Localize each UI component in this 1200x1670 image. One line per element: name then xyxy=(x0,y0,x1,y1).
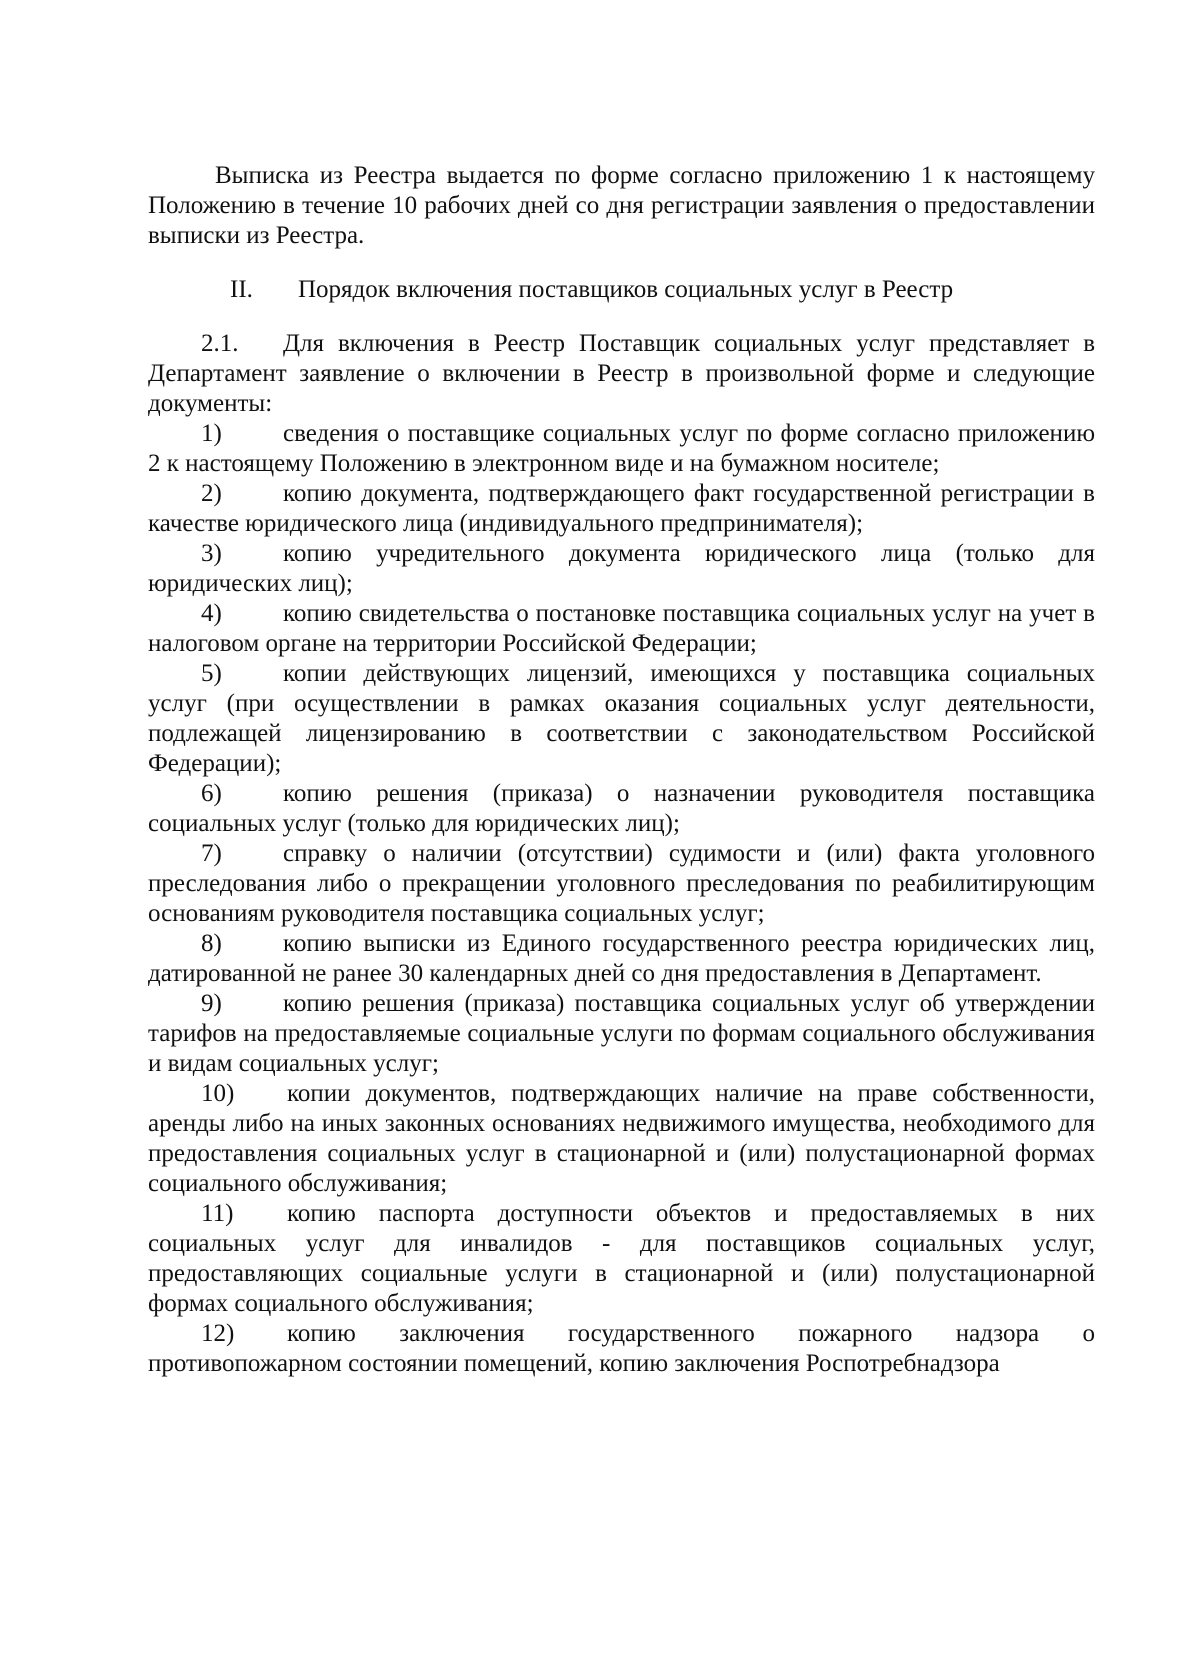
list-item xyxy=(148,659,1095,779)
list-item-number: 10) xyxy=(201,1080,235,1107)
clause-2-1 xyxy=(148,329,1095,419)
list-item-number: 1) xyxy=(201,420,222,447)
list-item-text: копию свидетельства о постановке поставщика социальных услуг на учет в налоговом органе на территории Российской Федерации; xyxy=(148,600,1095,657)
list-item-text: копию документа, подтверждающего факт государственной регистрации в качестве юридического лица (индивидуального предпринимателя); xyxy=(148,480,1095,537)
list-item xyxy=(148,839,1095,929)
list-item-number: 12) xyxy=(201,1320,235,1347)
list-item-number: 7) xyxy=(201,840,222,867)
section-title: Порядок включения поставщиков социальных услуг в Реестр xyxy=(298,276,954,303)
intro-paragraph: Выписка из Реестра выдается по форме согласно приложению 1 к настоящему Положению в течение 10 рабочих дней со дня регистрации заявления о предоставлении выписки из Реестра. xyxy=(148,162,1095,249)
list-item-number: 6) xyxy=(201,780,222,807)
list-item-text: копию паспорта доступности объектов и предоставляемых в них социальных услуг для инвалидов - для поставщиков социальных услуг, предоставляющих социальные услуги в стационарной и (или) полустационарной формах социального обслуживания; xyxy=(148,1200,1095,1317)
list-item-text: сведения о поставщике социальных услуг по форме согласно приложению 2 к настоящему Положению в электронном виде и на бумажном носителе; xyxy=(148,420,1095,477)
list-item-number: 4) xyxy=(201,600,222,627)
list-item-text: копию заключения государственного пожарного надзора о противопожарном состоянии помещений, копию заключения Роспотребнадзора xyxy=(148,1320,1095,1377)
list-item xyxy=(148,479,1095,539)
list-item-number: 9) xyxy=(201,990,222,1017)
document-body xyxy=(148,161,1095,1379)
list-item xyxy=(148,1079,1095,1199)
list-item xyxy=(148,1199,1095,1319)
section-heading xyxy=(148,275,1095,305)
list-item-text: копию решения (приказа) о назначении руководителя поставщика социальных услуг (только для юридических лиц); xyxy=(148,780,1095,837)
list-item xyxy=(148,539,1095,599)
list-item-text: копии документов, подтверждающих наличие на праве собственности, аренды либо на иных законных основаниях недвижимого имущества, необходимого для предоставления социальных услуг в стационарной и (или) полустационарной формах социального обслуживания; xyxy=(148,1080,1095,1197)
clause-number: 2.1. xyxy=(201,330,239,357)
list-item xyxy=(148,419,1095,479)
list-item-text: копию решения (приказа) поставщика социальных услуг об утверждении тарифов на предоставляемые социальные услуги по формам социального обслуживания и видам социальных услуг; xyxy=(148,990,1095,1077)
list-item xyxy=(148,929,1095,989)
list-item-text: копию выписки из Единого государственного реестра юридических лиц, датированной не ранее 30 календарных дней со дня предоставления в Департамент. xyxy=(148,930,1095,987)
section-number: II. xyxy=(230,276,253,303)
list-item xyxy=(148,989,1095,1079)
list-item-text: справку о наличии (отсутствии) судимости и (или) факта уголовного преследования либо о прекращении уголовного преследования по реабилитирующим основаниям руководителя поставщика социальных услуг; xyxy=(148,840,1095,927)
list-item-text: копию учредительного документа юридического лица (только для юридических лиц); xyxy=(148,540,1095,597)
clause-text: Для включения в Реестр Поставщик социальных услуг представляет в Департамент заявление о включении в Реестр в произвольной форме и следующие документы: xyxy=(148,330,1095,417)
list-item xyxy=(148,779,1095,839)
list-item-number: 5) xyxy=(201,660,222,687)
list-item-number: 3) xyxy=(201,540,222,567)
list-item-number: 11) xyxy=(201,1200,234,1227)
list-item-number: 2) xyxy=(201,480,222,507)
list-item xyxy=(148,599,1095,659)
list-item-number: 8) xyxy=(201,930,222,957)
list-item xyxy=(148,1319,1095,1379)
list-item-text: копии действующих лицензий, имеющихся у поставщика социальных услуг (при осуществлении в рамках оказания социальных услуг деятельности, подлежащей лицензированию в соответствии с законодательством Российской Федерации); xyxy=(148,660,1095,777)
